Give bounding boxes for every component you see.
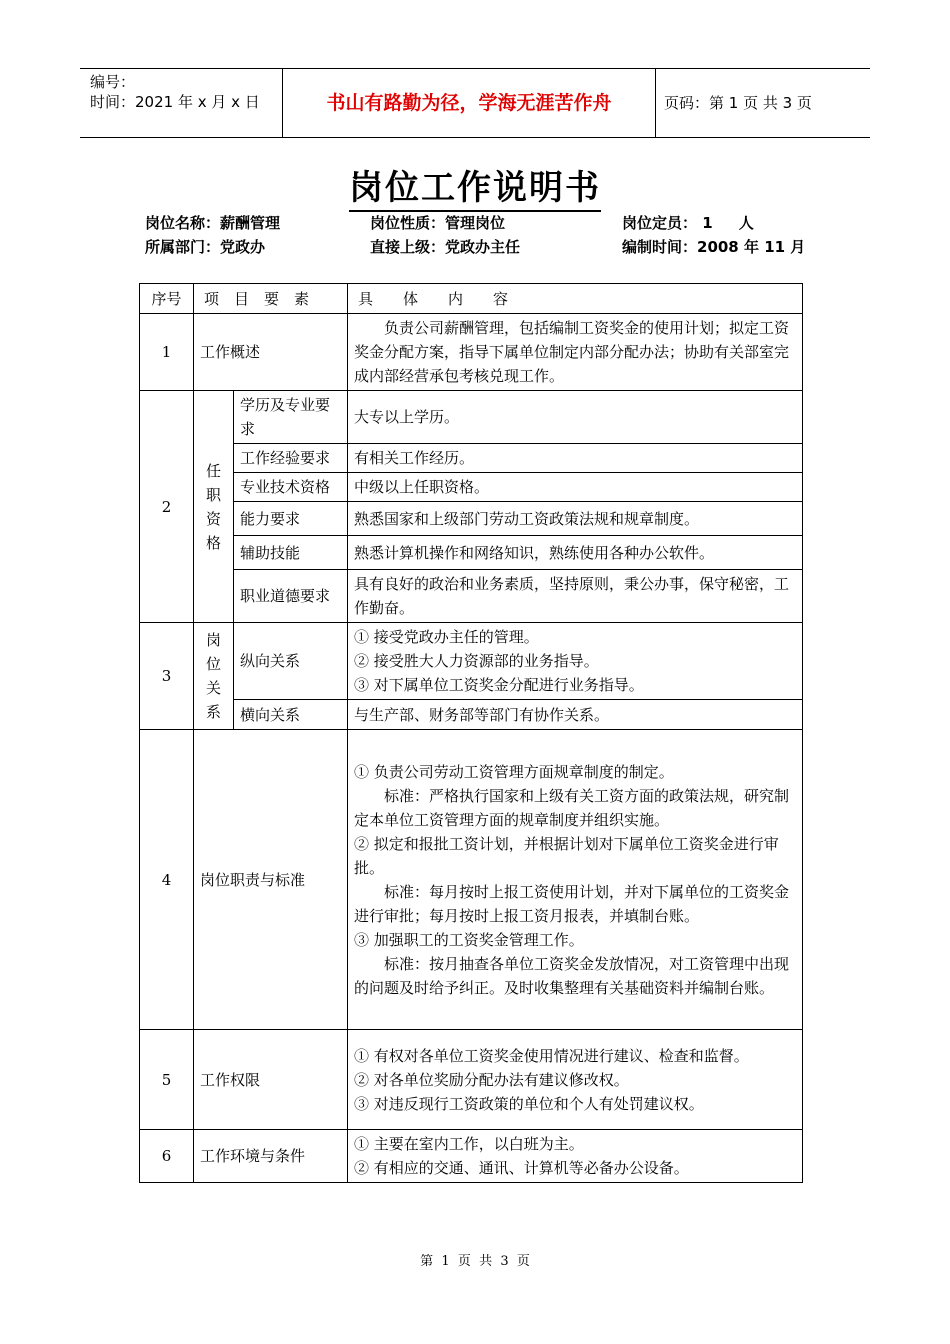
content-line: ① 有权对各单位工资奖金使用情况进行建议、检查和监督。: [354, 1046, 749, 1065]
document-number-label: 编号：: [90, 73, 136, 91]
sub-item-label: 学历及专业要求: [234, 391, 348, 444]
content-line: ① 负责公司劳动工资管理方面规章制度的制定。: [354, 762, 674, 781]
content-line: ③ 对下属单位工资奖金分配进行业务指导。: [354, 676, 644, 694]
row-content: [348, 730, 803, 1030]
table-header-row: [140, 284, 803, 314]
table-row: [140, 502, 803, 536]
table-row: [140, 623, 803, 700]
header-item: 项 目 要 素: [194, 284, 348, 314]
meta-position-name: 岗位名称：薪酬管理: [145, 214, 281, 232]
content-line: ② 有相应的交通、通讯、计算机等必备办公设备。: [354, 1159, 689, 1177]
row-content: 负责公司薪酬管理，包括编制工资奖金的使用计划；拟定工资奖金分配方案，指导下属单位制定内部分配办法；协助有关部室完成内部经营承包考核兑现工作。: [348, 314, 803, 391]
header-motto: 书山有路勤为径，学海无涯苦作舟: [282, 69, 656, 137]
meta-department: 所属部门：党政办: [145, 238, 266, 256]
row-content: [348, 1130, 803, 1183]
content-line: ③ 对违反现行工资政策的单位和个人有处罚建议权。: [354, 1094, 704, 1113]
sub-item-content: 大专以上学历。: [348, 391, 803, 444]
row-item: 工作概述: [194, 314, 348, 391]
content-line: ② 对各单位奖励分配办法有建议修改权。: [354, 1070, 629, 1089]
meta-headcount: 岗位定员： 1 人: [622, 214, 754, 232]
header-page-info: 页码：第 1 页 共 3 页: [664, 94, 812, 112]
page-footer: 第 1 页 共 3 页: [420, 1254, 530, 1269]
row-number: 2: [140, 391, 194, 623]
sub-item-content: 与生产部、财务部等部门有协作关系。: [348, 700, 803, 730]
sub-item-content: 熟悉国家和上级部门劳动工资政策法规和规章制度。: [348, 502, 803, 536]
row-group-qualification: 任职资格: [194, 391, 234, 623]
sub-item-content: 有相关工作经历。: [348, 444, 803, 473]
sub-item-label: 横向关系: [234, 700, 348, 730]
table-row: [140, 570, 803, 623]
sub-item-label: 工作经验要求: [234, 444, 348, 473]
row-number: 4: [140, 730, 194, 1030]
header-no: 序号: [140, 284, 194, 314]
table-row: [140, 473, 803, 502]
sub-item-label: 职业道德要求: [234, 570, 348, 623]
sub-item-label: 专业技术资格: [234, 473, 348, 502]
row-item: 工作权限: [194, 1030, 348, 1130]
content-line: 标准：按月抽查各单位工资奖金发放情况，对工资管理中出现的问题及时给予纠正。及时收集整理有关基础资料并编制台账。: [354, 954, 790, 997]
content-line: ③ 加强职工的工资奖金管理工作。: [354, 930, 584, 949]
meta-superior: 直接上级：党政办主任: [370, 238, 521, 256]
meta-compiled-date: 编制时间：2008 年 11 月: [622, 238, 806, 256]
document-title-wrap: [0, 160, 950, 209]
job-description-table: [139, 283, 803, 1183]
content-line: ① 接受党政办主任的管理。: [354, 628, 539, 646]
document-time-label: 时间：2021 年 x 月 x 日: [90, 93, 260, 111]
content-line: ② 接受胜大人力资源部的业务指导。: [354, 652, 599, 670]
table-row: [140, 1030, 803, 1130]
table-row: [140, 444, 803, 473]
row-number: 6: [140, 1130, 194, 1183]
sub-item-content: [348, 623, 803, 700]
table-row: [140, 1130, 803, 1183]
row-content: [348, 1030, 803, 1130]
table-row: [140, 314, 803, 391]
meta-position-nature: 岗位性质：管理岗位: [370, 214, 506, 232]
sub-item-label: 能力要求: [234, 502, 348, 536]
table-row: [140, 700, 803, 730]
sub-item-label: 纵向关系: [234, 623, 348, 700]
sub-item-content: 中级以上任职资格。: [348, 473, 803, 502]
document-title: 岗位工作说明书: [349, 168, 601, 212]
row-number: 3: [140, 623, 194, 730]
sub-item-label: 辅助技能: [234, 536, 348, 570]
content-line: 标准：严格执行国家和上级有关工资方面的政策法规，研究制定本单位工资管理方面的规章制度并组织实施。: [354, 786, 790, 829]
table-row: [140, 536, 803, 570]
table-row: [140, 391, 803, 444]
sub-item-content: 具有良好的政治和业务素质，坚持原则，秉公办事，保守秘密，工作勤奋。: [348, 570, 803, 623]
content-line: ② 拟定和报批工资计划，并根据计划对下属单位工资奖金进行审批。: [354, 834, 779, 877]
page-header: [80, 68, 870, 138]
row-number: 5: [140, 1030, 194, 1130]
content-line: 标准：每月按时上报工资使用计划，并对下属单位的工资奖金进行审批；每月按时上报工资月报表，并填制台账。: [354, 882, 790, 925]
header-content: 具 体 内 容: [348, 284, 803, 314]
row-group-relations: 岗位关系: [194, 623, 234, 730]
sub-item-content: 熟悉计算机操作和网络知识，熟练使用各种办公软件。: [348, 536, 803, 570]
row-item: 岗位职责与标准: [194, 730, 348, 1030]
header-left: [90, 72, 260, 112]
row-item: 工作环境与条件: [194, 1130, 348, 1183]
table-row: [140, 730, 803, 1030]
content-line: ① 主要在室内工作，以白班为主。: [354, 1135, 584, 1153]
row-number: 1: [140, 314, 194, 391]
